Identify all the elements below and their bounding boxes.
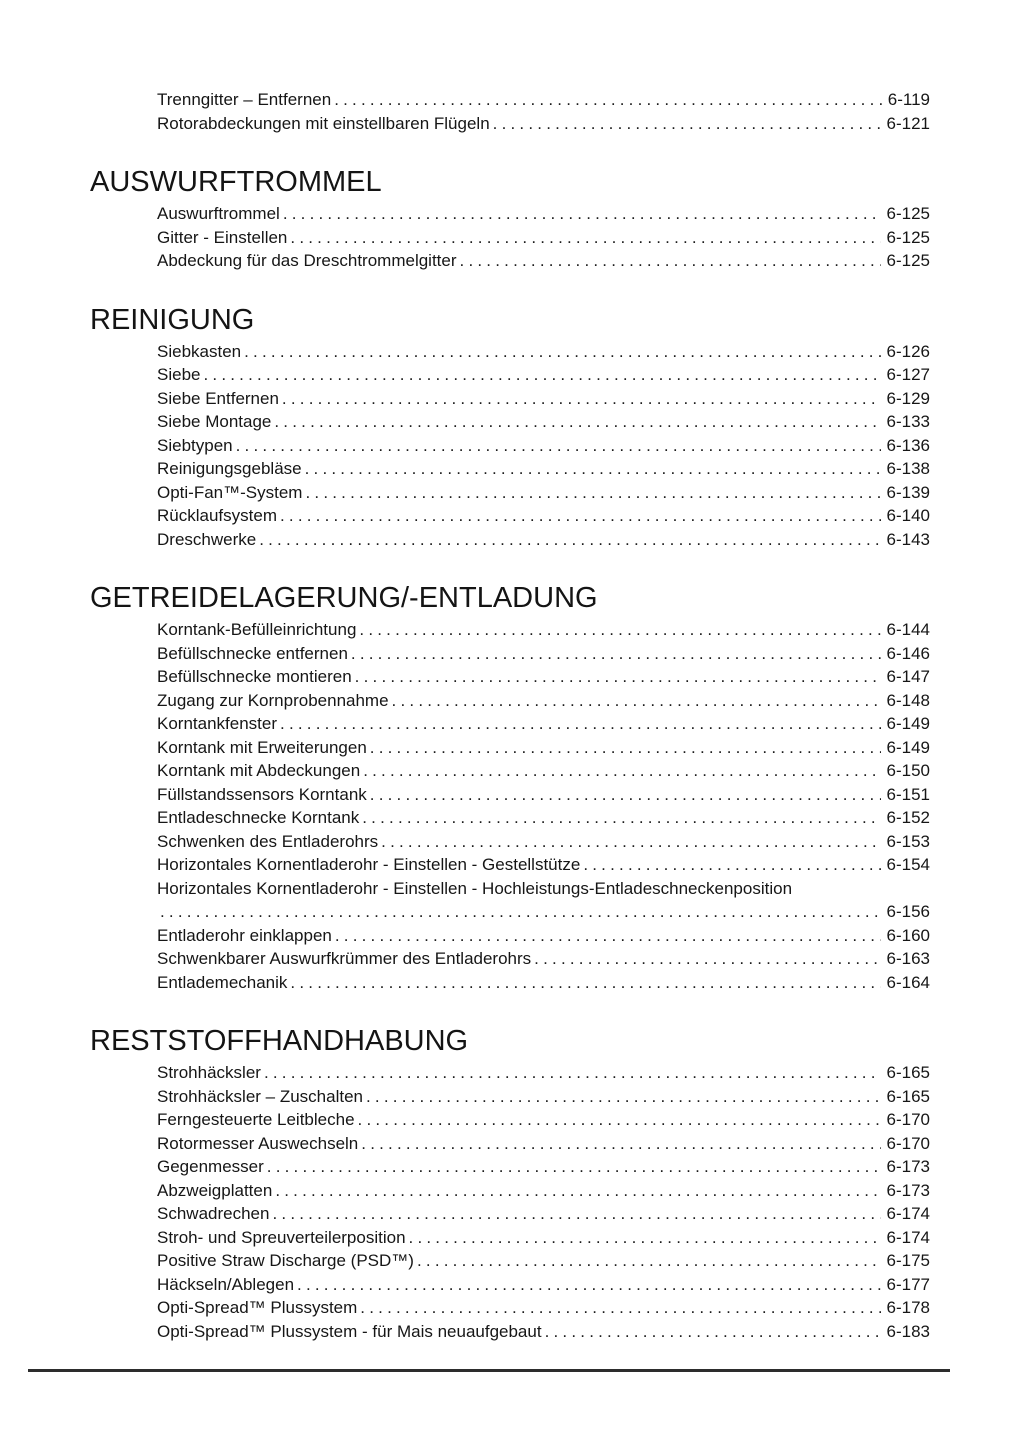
toc-section — [90, 303, 930, 552]
entry-title: Rotorabdeckungen mit einstellbaren Flügeln — [157, 113, 490, 133]
entry-title: Korntank-Befülleinrichtung — [157, 620, 357, 639]
entry-title: Häckseln/Ablegen — [157, 1274, 295, 1294]
entry-title: Gitter - Einstellen — [157, 227, 288, 247]
entry-title: Dreschwerke — [157, 529, 257, 549]
page-number: 6-149 — [886, 737, 930, 757]
toc-entry — [157, 1202, 930, 1226]
entry-title: Positive Straw Discharge (PSD™) — [157, 1251, 414, 1270]
entry-title: Siebe Entfernen — [157, 388, 279, 408]
page-number: 6-150 — [886, 761, 930, 780]
dot-leader — [277, 712, 881, 736]
dot-leader — [200, 363, 880, 387]
toc-entry — [157, 947, 930, 971]
entry-title: Entlademechanik — [157, 972, 288, 992]
page-number: 6-152 — [886, 808, 930, 827]
entry-title: Abdeckung für das Dreschtrommelgitter — [157, 251, 457, 270]
page-number: 6-146 — [886, 643, 930, 663]
dot-leader — [358, 1132, 880, 1156]
page-number: 6-138 — [886, 459, 930, 478]
dot-leader — [279, 387, 881, 411]
dot-leader — [367, 783, 881, 807]
toc-entry — [157, 1249, 930, 1273]
page-number: 6-174 — [886, 1204, 930, 1223]
dot-leader — [359, 806, 880, 830]
page-number: 6-178 — [886, 1298, 930, 1317]
dot-leader — [352, 665, 881, 689]
toc-entry — [157, 1085, 930, 1109]
entry-title: Siebkasten — [157, 341, 242, 361]
toc-entry — [157, 736, 930, 760]
toc-entry — [157, 924, 930, 948]
entry-title: Schwenken des Entladerohrs — [157, 831, 379, 851]
dot-leader — [233, 434, 881, 458]
entry-title: Opti-Spread™ Plussystem — [157, 1298, 358, 1317]
page-number: 6-140 — [886, 506, 930, 525]
toc-entry — [157, 363, 930, 387]
toc-entry — [157, 1179, 930, 1203]
page-number: 6-139 — [886, 482, 930, 502]
toc-entry — [157, 528, 930, 552]
dot-leader — [331, 88, 882, 112]
entry-title: Trenngitter – Entfernen — [157, 90, 332, 109]
page-number: 6-119 — [887, 90, 930, 109]
page-number: 6-183 — [886, 1321, 930, 1341]
dot-leader — [378, 830, 880, 854]
dot-leader — [363, 1085, 881, 1109]
dot-leader — [457, 249, 881, 273]
entry-title: Schwadrechen — [157, 1204, 270, 1223]
page-number: 6-170 — [886, 1133, 930, 1153]
page-number: 6-173 — [886, 1157, 930, 1176]
entry-title: Entladeschnecke Korntank — [157, 808, 360, 827]
toc-entry — [157, 877, 930, 901]
page-number: 6-133 — [886, 412, 930, 431]
toc-entry — [157, 853, 930, 877]
toc-entry — [157, 618, 930, 642]
dot-leader — [287, 971, 880, 995]
entry-title: Horizontales Kornentladerohr - Einstellen - Gestellstütze — [157, 855, 581, 874]
dot-leader — [414, 1249, 881, 1273]
page-number: 6-174 — [886, 1227, 930, 1247]
toc-entry — [157, 112, 930, 136]
page-number: 6-144 — [886, 620, 930, 639]
page-number: 6-125 — [886, 204, 930, 223]
entry-title: Siebe Montage — [157, 412, 272, 431]
dot-leader — [269, 1202, 880, 1226]
page-number: 6-127 — [886, 365, 930, 384]
page-number: 6-154 — [886, 855, 930, 874]
entry-title: Korntank mit Erweiterungen — [157, 737, 367, 757]
page-number: 6-147 — [886, 667, 930, 686]
dot-leader — [580, 853, 880, 877]
dot-leader — [294, 1273, 880, 1297]
toc-entry — [157, 689, 930, 713]
dot-leader — [256, 528, 880, 552]
section-entries — [157, 88, 930, 135]
entry-title: Rotormesser Auswechseln — [157, 1133, 359, 1153]
dot-leader — [355, 1108, 881, 1132]
page-number: 6-148 — [886, 690, 930, 710]
entry-title: Befüllschnecke montieren — [157, 667, 352, 686]
entry-title: Strohhäcksler – Zuschalten — [157, 1086, 363, 1106]
page-number: 6-177 — [886, 1274, 930, 1294]
page-number: 6-163 — [886, 949, 930, 968]
entry-title: Entladerohr einklappen — [157, 925, 332, 945]
section-title: REINIGUNG — [90, 303, 255, 336]
toc-entry — [157, 226, 930, 250]
toc-entry — [157, 1296, 930, 1320]
page-number: 6-125 — [886, 251, 930, 270]
entry-title: Horizontales Kornentladerohr - Einstellen - Hochleistungs-Entladeschneckenposition — [157, 878, 793, 898]
dot-leader — [241, 340, 880, 364]
toc-entry — [157, 1226, 930, 1250]
page-number: 6-153 — [886, 831, 930, 851]
toc-entry — [157, 434, 930, 458]
dot-leader — [367, 736, 881, 760]
page-number: 6-136 — [886, 435, 930, 455]
toc-entry — [157, 340, 930, 364]
dot-leader — [302, 457, 881, 481]
dot-leader — [542, 1320, 881, 1344]
dot-leader — [157, 900, 881, 924]
toc-entry — [157, 1108, 930, 1132]
toc-entry — [157, 971, 930, 995]
entry-title: Korntankfenster — [157, 714, 278, 733]
toc-entry — [157, 712, 930, 736]
entry-title: Füllstandssensors Korntank — [157, 784, 367, 804]
page-number: 6-156 — [886, 902, 930, 921]
toc-section — [90, 581, 930, 994]
toc-entry — [157, 457, 930, 481]
toc-entry — [157, 783, 930, 807]
toc-entry-continuation — [157, 900, 930, 924]
section-entries — [157, 618, 930, 994]
dot-leader — [332, 924, 881, 948]
dot-leader — [357, 1296, 880, 1320]
dot-leader — [261, 1061, 881, 1085]
toc-entry — [157, 1155, 930, 1179]
page-number: 6-126 — [886, 341, 930, 361]
page-number: 6-160 — [886, 925, 930, 945]
page-number: 6-165 — [886, 1063, 930, 1082]
entry-title: Reinigungsgebläse — [157, 459, 302, 478]
toc-section — [90, 1024, 930, 1343]
page-number: 6-125 — [886, 227, 930, 247]
entry-title: Korntank mit Abdeckungen — [157, 761, 361, 780]
section-title: RESTSTOFFHANDHABUNG — [90, 1025, 469, 1057]
dot-leader — [272, 1179, 880, 1203]
dot-leader — [360, 759, 880, 783]
toc-entry — [157, 1061, 930, 1085]
dot-leader — [356, 618, 880, 642]
toc-section — [90, 88, 930, 135]
entry-title: Siebtypen — [157, 435, 233, 455]
entry-title: Gegenmesser — [157, 1157, 264, 1176]
entry-title: Opti-Spread™ Plussystem - für Mais neuaufgebaut — [157, 1321, 542, 1341]
dot-leader — [302, 481, 880, 505]
page-number: 6-165 — [886, 1086, 930, 1106]
page-number: 6-173 — [886, 1180, 930, 1200]
toc-entry — [157, 1273, 930, 1297]
toc-entry — [157, 387, 930, 411]
dot-leader — [280, 202, 881, 226]
section-title: GETREIDELAGERUNG/-ENTLADUNG — [90, 582, 598, 614]
entry-title: Befüllschnecke entfernen — [157, 643, 348, 663]
page-number: 6-129 — [886, 388, 930, 408]
dot-leader — [348, 642, 881, 666]
toc-entry — [157, 1132, 930, 1156]
toc-entry — [157, 249, 930, 273]
page-number: 6-170 — [886, 1110, 930, 1129]
entry-title: Schwenkbarer Auswurfkrümmer des Entladerohrs — [157, 949, 532, 968]
dot-leader — [531, 947, 880, 971]
footer-rule — [28, 1369, 950, 1372]
entry-title: Strohhäcksler — [157, 1063, 261, 1082]
toc-entry — [157, 665, 930, 689]
toc-entry — [157, 642, 930, 666]
section-entries — [157, 340, 930, 552]
dot-leader — [287, 226, 880, 250]
toc — [90, 88, 930, 1343]
entry-title: Ferngesteuerte Leitbleche — [157, 1110, 355, 1129]
toc-entry — [157, 481, 930, 505]
toc-entry — [157, 759, 930, 783]
toc-entry — [157, 202, 930, 226]
section-title: AUSWURFTROMMEL — [90, 166, 382, 198]
entry-title: Abzweigplatten — [157, 1180, 273, 1200]
entry-title: Rücklaufsystem — [157, 506, 277, 525]
dot-leader — [406, 1226, 881, 1250]
dot-leader — [277, 504, 881, 528]
toc-entry — [157, 410, 930, 434]
entry-title: Stroh- und Spreuverteilerposition — [157, 1227, 406, 1247]
dot-leader — [389, 689, 881, 713]
section-entries — [157, 1061, 930, 1343]
entry-title: Zugang zur Kornprobennahme — [157, 690, 389, 710]
toc-entry — [157, 88, 930, 112]
dot-leader — [490, 112, 881, 136]
entry-title: Opti-Fan™-System — [157, 482, 303, 502]
entry-title: Auswurftrommel — [157, 204, 280, 223]
toc-entry — [157, 830, 930, 854]
toc-entry — [157, 504, 930, 528]
page-number: 6-121 — [886, 113, 930, 133]
dot-leader — [271, 410, 880, 434]
toc-entry — [157, 806, 930, 830]
page-number: 6-149 — [886, 714, 930, 733]
toc-section — [90, 165, 930, 273]
entry-title: Siebe — [157, 365, 201, 384]
page-number: 6-151 — [886, 784, 930, 804]
page-number: 6-164 — [886, 972, 930, 992]
page-number: 6-143 — [886, 529, 930, 549]
dot-leader — [264, 1155, 881, 1179]
page-number: 6-175 — [886, 1251, 930, 1270]
toc-entry — [157, 1320, 930, 1344]
section-entries — [157, 202, 930, 273]
